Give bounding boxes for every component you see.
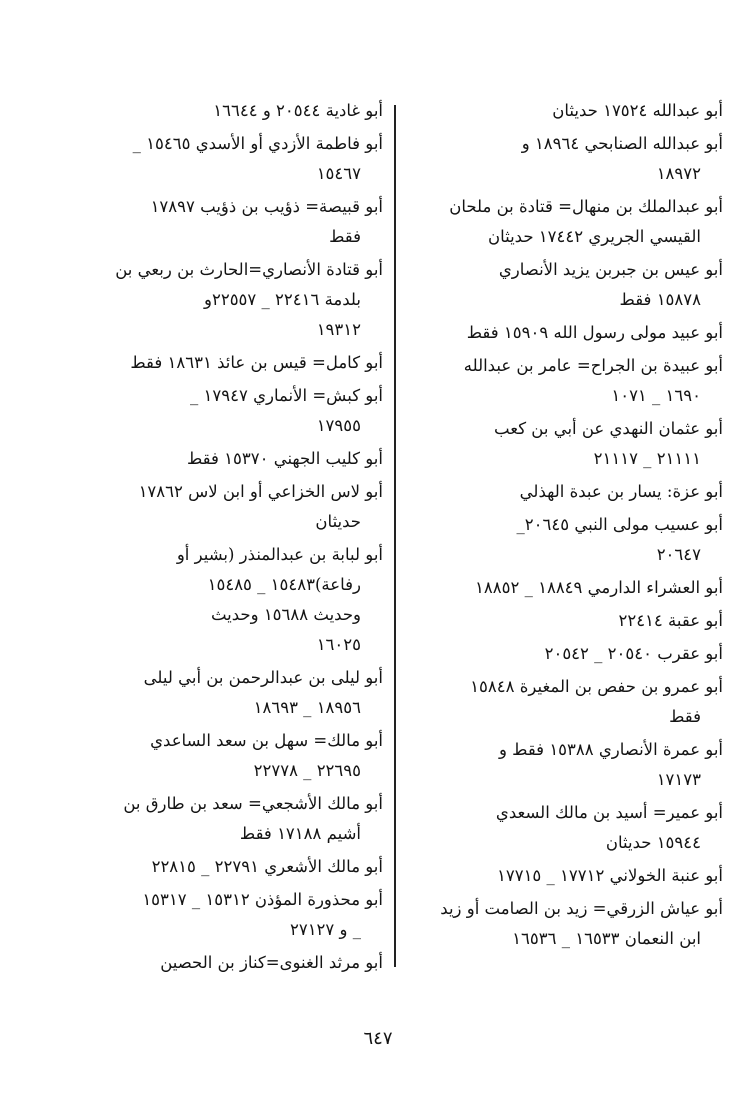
index-entry bbox=[398, 477, 723, 507]
entry-continuation: ٢١١١١ _ ٢١١١٧ bbox=[593, 449, 701, 468]
index-entry bbox=[58, 726, 383, 786]
entry-continuation: فقط bbox=[669, 707, 701, 726]
index-entry bbox=[58, 381, 383, 441]
entry-line: أبو عبدالملك بن منهال= قتادة بن ملحان bbox=[449, 197, 723, 216]
index-entry bbox=[398, 192, 723, 252]
entry-line: أبو عنبة الخولاني ١٧٧١٢ _ ١٧٧١٥ bbox=[496, 866, 723, 885]
entry-continuation: بلدمة ٢٢٤١٦ _ ٢٢٥٥٧و bbox=[204, 290, 361, 309]
index-entry bbox=[58, 885, 383, 945]
index-entry bbox=[58, 444, 383, 474]
index-entry bbox=[58, 540, 383, 660]
entry-continuation: ١٧١٧٣ bbox=[656, 770, 701, 789]
entry-continuation: ١٧٩٥٥ bbox=[316, 416, 361, 435]
entry-line: أبو عثمان النهدي عن أبي بن كعب bbox=[494, 419, 723, 438]
entry-continuation: ٢٠٦٤٧ bbox=[656, 545, 701, 564]
entry-line: أبو غادية ٢٠٥٤٤ و ١٦٦٤٤ bbox=[213, 101, 383, 120]
index-entry bbox=[58, 477, 383, 537]
entry-line: أبو كليب الجهني ١٥٣٧٠ فقط bbox=[186, 449, 383, 468]
index-entry bbox=[58, 192, 383, 252]
entry-continuation: ١٦٩٠ _ ١٠٧١ bbox=[611, 386, 701, 405]
entry-line: أبو مرثد الغنوى=كناز بن الحصين bbox=[160, 953, 383, 972]
entry-line: أبو كبش= الأنماري ١٧٩٤٧ _ bbox=[190, 386, 383, 405]
entry-continuation: فقط bbox=[329, 227, 361, 246]
entry-continuation: رفاعة)١٥٤٨٣ _ ١٥٤٨٥ bbox=[207, 575, 361, 594]
entry-line: أبو محذورة المؤذن ١٥٣١٢ _ ١٥٣١٧ bbox=[142, 890, 383, 909]
index-entry bbox=[58, 129, 383, 189]
entry-continuation: ١٨٩٥٦ _ ١٨٦٩٣ bbox=[253, 698, 361, 717]
entry-line: أبو لبابة بن عبدالمنذر (بشير أو bbox=[176, 545, 383, 564]
index-entry bbox=[58, 96, 383, 126]
index-entry bbox=[398, 798, 723, 858]
index-entry bbox=[398, 735, 723, 795]
index-entry bbox=[58, 948, 383, 978]
entry-continuation: _ و ٢٧١٢٧ bbox=[289, 920, 361, 939]
index-entry bbox=[398, 318, 723, 348]
entry-line: أبو فاطمة الأزدي أو الأسدي ١٥٤٦٥ _ bbox=[132, 134, 383, 153]
entry-line: أبو عبدالله الصنابحي ١٨٩٦٤ و bbox=[521, 134, 723, 153]
index-entry bbox=[58, 348, 383, 378]
entry-line: أبو ليلى بن عبدالرحمن بن أبي ليلى bbox=[143, 668, 383, 687]
index-entry bbox=[398, 351, 723, 411]
index-entry bbox=[58, 663, 383, 723]
index-entry bbox=[398, 672, 723, 732]
index-entry bbox=[58, 255, 383, 345]
entry-continuation: ١٦٠٢٥ bbox=[316, 635, 361, 654]
entry-line: أبو مالك= سهل بن سعد الساعدي bbox=[150, 731, 383, 750]
entry-line: أبو عمرة الأنصاري ١٥٣٨٨ فقط و bbox=[498, 740, 723, 759]
entry-continuation: ١٨٩٧٢ bbox=[656, 164, 701, 183]
entry-continuation: حديثان bbox=[315, 512, 361, 531]
entry-line: أبو العشراء الدارمي ١٨٨٤٩ _ ١٨٨٥٢ bbox=[475, 578, 723, 597]
entry-line: أبو قبيصة= ذؤيب بن ذؤيب ١٧٨٩٧ bbox=[150, 197, 383, 216]
right-column bbox=[398, 96, 723, 957]
index-entry bbox=[58, 789, 383, 849]
index-entry bbox=[398, 255, 723, 315]
entry-line: أبو عمرو بن حفص بن المغيرة ١٥٨٤٨ bbox=[470, 677, 723, 696]
index-entry bbox=[398, 861, 723, 891]
entry-continuation: ١٥٤٦٧ bbox=[316, 164, 361, 183]
entry-line: أبو عيس بن جبربن يزيد الأنصاري bbox=[498, 260, 723, 279]
entry-line: أبو مالك الأشعري ٢٢٧٩١ _ ٢٢٨١٥ bbox=[151, 857, 383, 876]
entry-line: أبو عقرب ٢٠٥٤٠ _ ٢٠٥٤٢ bbox=[544, 644, 723, 663]
entry-line: أبو مالك الأشجعي= سعد بن طارق بن bbox=[123, 794, 383, 813]
entry-continuation: القيسي الجريري ١٧٤٤٢ حديثان bbox=[487, 227, 701, 246]
entry-continuation: ١٥٨٧٨ فقط bbox=[619, 290, 701, 309]
page-number: ٦٤٧ bbox=[363, 1028, 393, 1049]
index-entry bbox=[398, 96, 723, 126]
entry-continuation: ١٥٩٤٤ حديثان bbox=[605, 833, 701, 852]
entry-continuation: ١٩٣١٢ bbox=[316, 320, 361, 339]
index-entry bbox=[398, 129, 723, 189]
entry-line: أبو عبيد مولى رسول الله ١٥٩٠٩ فقط bbox=[466, 323, 723, 342]
entry-line: أبو عزة: يسار بن عبدة الهذلي bbox=[519, 482, 723, 501]
entry-line: أبو عبدالله ١٧٥٢٤ حديثان bbox=[552, 101, 723, 120]
index-entry bbox=[398, 414, 723, 474]
column-divider bbox=[394, 105, 396, 967]
index-entry bbox=[398, 639, 723, 669]
entry-line: أبو عبيدة بن الجراح= عامر بن عبدالله bbox=[463, 356, 723, 375]
entry-line: أبو كامل= قيس بن عائذ ١٨٦٣١ فقط bbox=[130, 353, 383, 372]
entry-line: أبو عقبة ٢٢٤١٤ bbox=[618, 611, 723, 630]
index-entry bbox=[398, 510, 723, 570]
entry-line: أبو عمير= أسيد بن مالك السعدي bbox=[495, 803, 723, 822]
index-entry bbox=[398, 894, 723, 954]
entry-continuation: ٢٢٦٩٥ _ ٢٢٧٧٨ bbox=[253, 761, 361, 780]
index-entry bbox=[58, 852, 383, 882]
entry-line: أبو قتادة الأنصاري=الحارث بن ربعي بن bbox=[115, 260, 383, 279]
index-entry bbox=[398, 606, 723, 636]
entry-line: أبو عسيب مولى النبي ٢٠٦٤٥_ bbox=[516, 515, 723, 534]
entry-continuation: أشيم ١٧١٨٨ فقط bbox=[239, 824, 361, 843]
entry-line: أبو عياش الزرقي= زيد بن الصامت أو زيد bbox=[440, 899, 723, 918]
left-column bbox=[58, 96, 383, 981]
entry-continuation: وحديث ١٥٦٨٨ وحديث bbox=[210, 605, 361, 624]
entry-line: أبو لاس الخزاعي أو ابن لاس ١٧٨٦٢ bbox=[138, 482, 383, 501]
entry-continuation: ابن النعمان ١٦٥٣٣ _ ١٦٥٣٦ bbox=[512, 929, 701, 948]
index-entry bbox=[398, 573, 723, 603]
